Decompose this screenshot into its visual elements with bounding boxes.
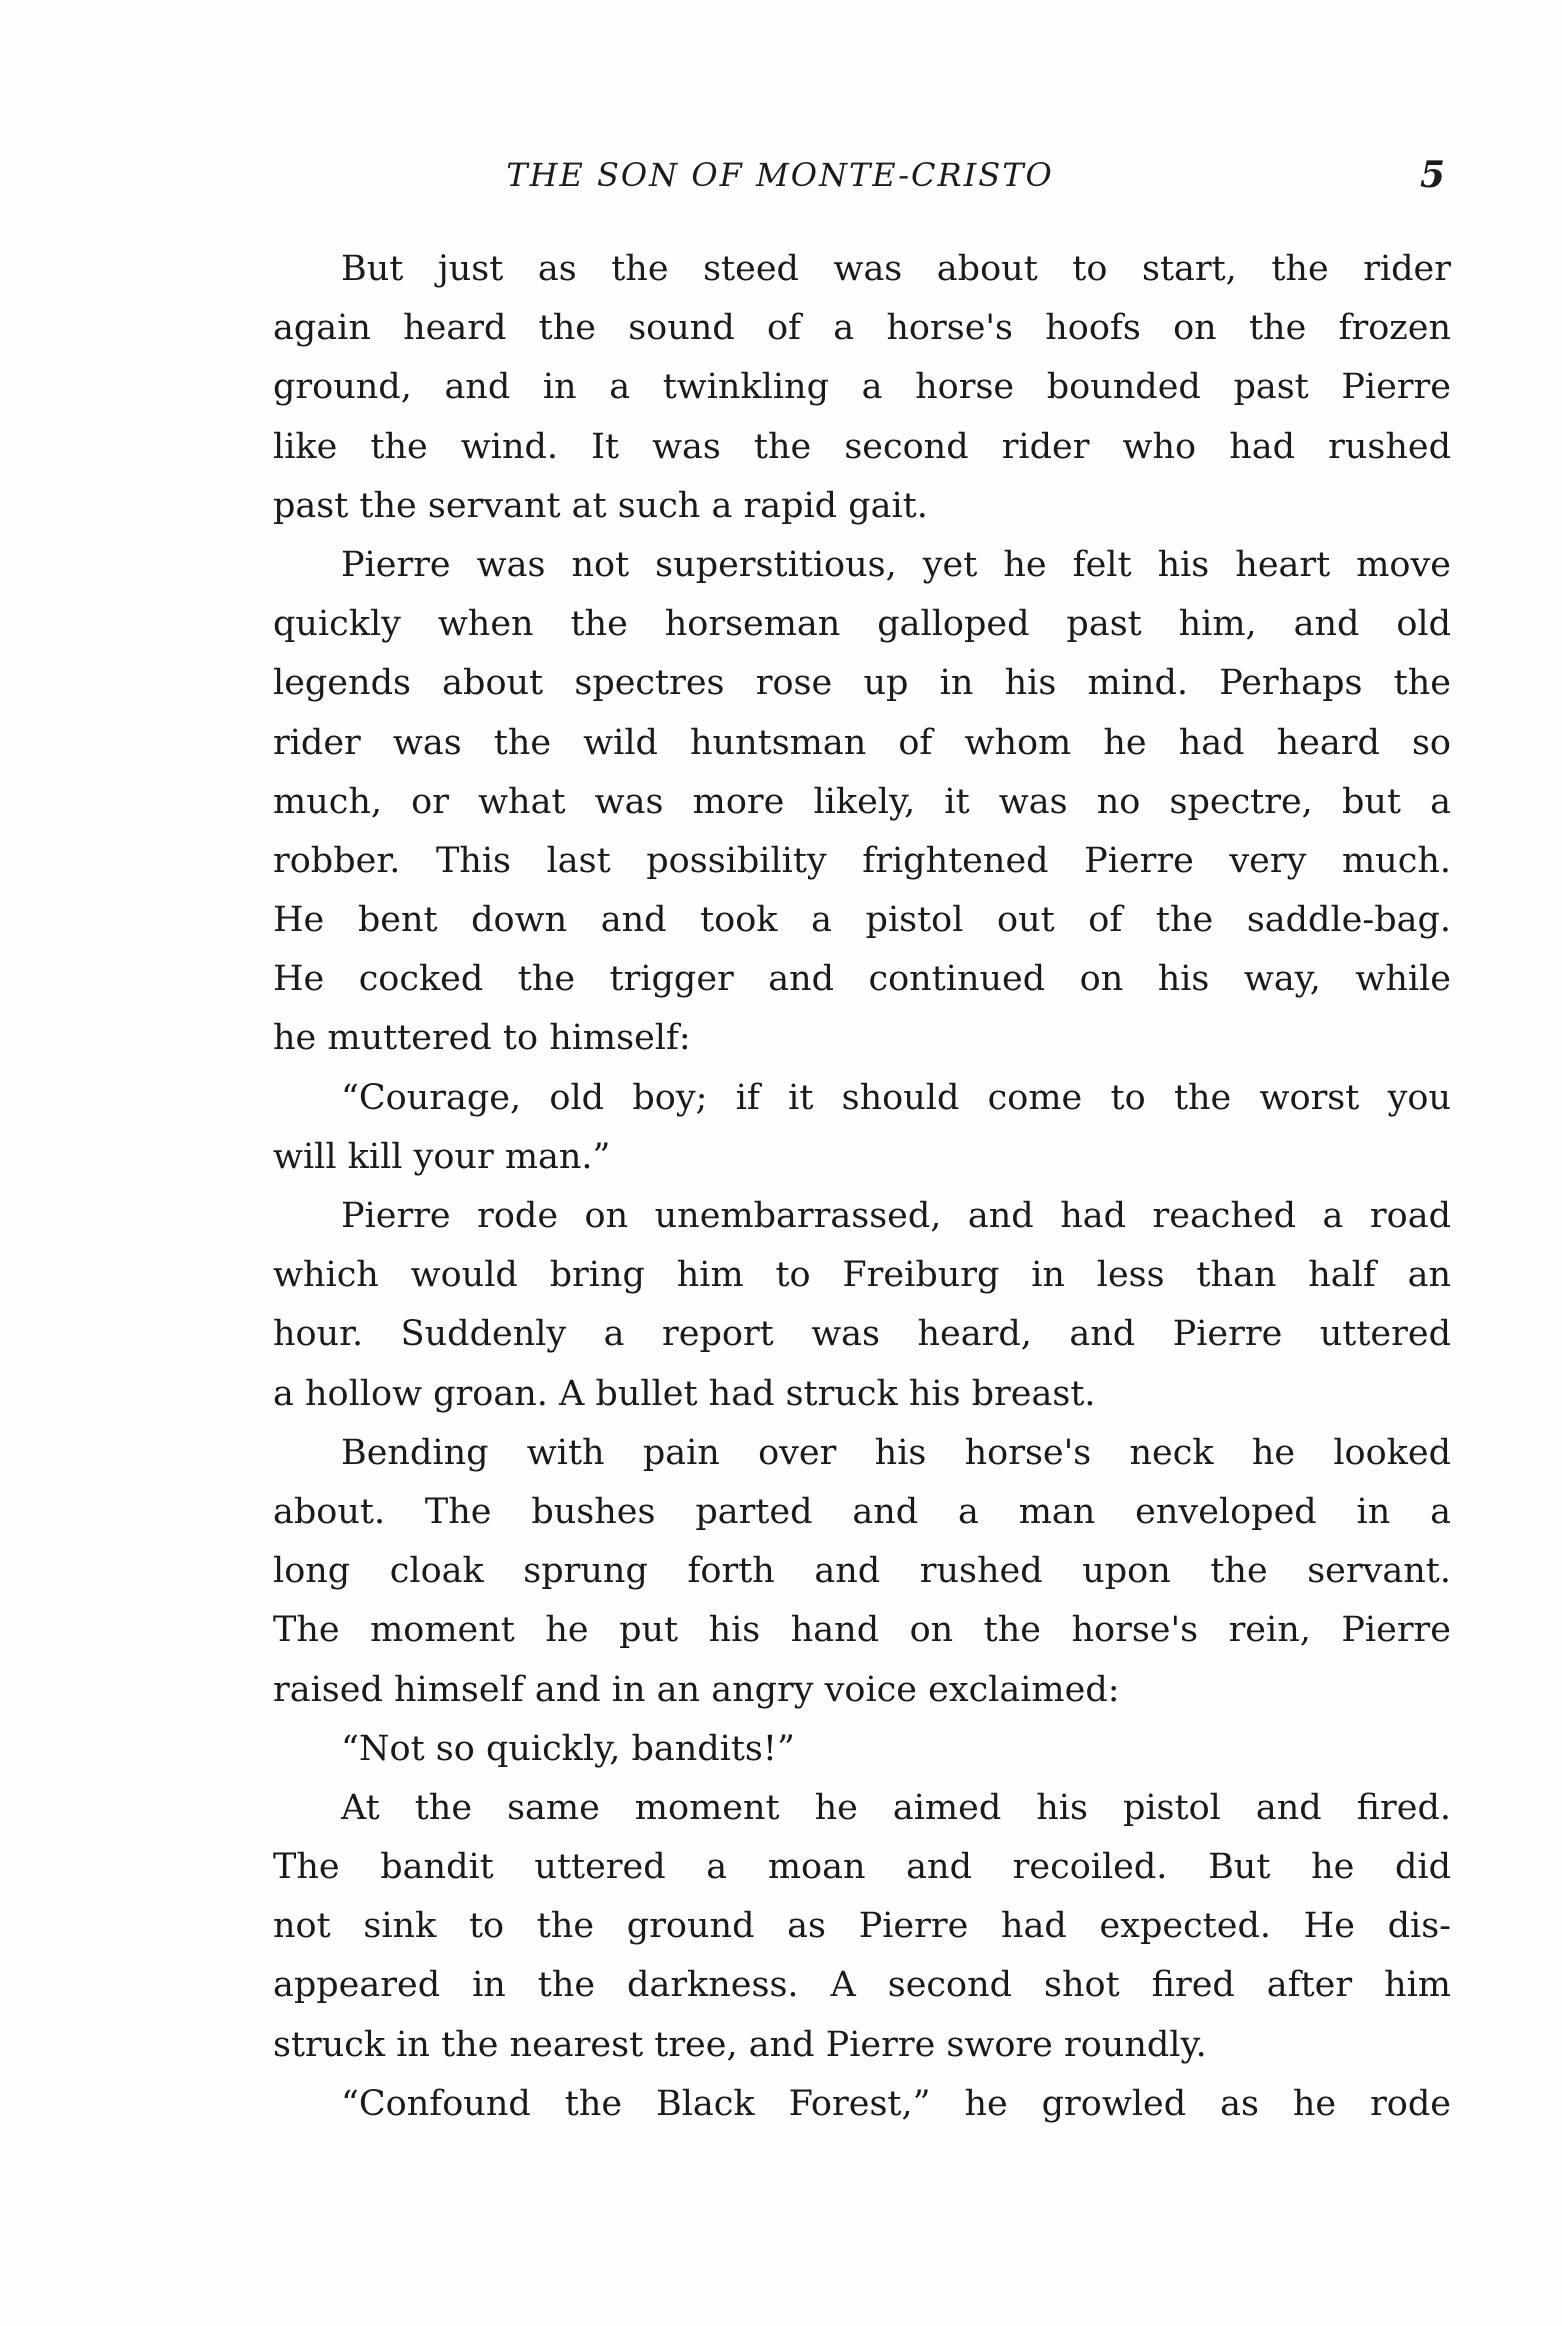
- text-line: he muttered to himself:: [273, 1018, 691, 1059]
- text-line: past the servant at such a rapid gait.: [273, 485, 928, 526]
- text-line: At the same moment he aimed his pistol and fired.: [341, 1787, 1451, 1828]
- text-line: like the wind. It was the second rider who had rushed: [273, 426, 1451, 467]
- text-line: The bandit uttered a moan and recoiled. But he did: [273, 1847, 1451, 1888]
- text-line: much, or what was more likely, it was no spectre, but a: [273, 781, 1451, 822]
- running-title: THE SON OF MONTE-CRISTO: [506, 156, 1054, 194]
- text-line: “Courage, old boy; if it should come to the worst you: [341, 1077, 1451, 1118]
- text-line: which would bring him to Freiburg in less than half an: [273, 1255, 1451, 1296]
- text-line: Pierre rode on unembarrassed, and had reached a road: [341, 1196, 1451, 1236]
- text-line: appeared in the darkness. A second shot fired after him: [273, 1965, 1451, 2006]
- text-line: ground, and in a twinkling a horse bounded past Pierre: [273, 367, 1451, 408]
- text-line: “Confound the Black Forest,” he growled as he rode: [341, 2083, 1451, 2124]
- text-line: rider was the wild huntsman of whom he had heard so: [273, 722, 1451, 763]
- text-line: hour. Suddenly a report was heard, and Pierre uttered: [273, 1314, 1451, 1355]
- text-line: a hollow groan. A bullet had struck his breast.: [273, 1373, 1096, 1414]
- text-line: about. The bushes parted and a man enveloped in a: [273, 1491, 1451, 1532]
- page-number: 5: [1419, 154, 1445, 196]
- text-line: legends about spectres rose up in his mind. Perhaps the: [273, 663, 1451, 704]
- text-line: long cloak sprung forth and rushed upon the servant.: [273, 1551, 1451, 1592]
- running-head: [0, 150, 1562, 200]
- text-line: He cocked the trigger and continued on his way, while: [273, 959, 1451, 1000]
- text-line: But just as the steed was about to start, the rider: [341, 249, 1451, 289]
- text-line: Bending with pain over his horse's neck he looked: [341, 1432, 1451, 1473]
- text-line: quickly when the horseman galloped past him, and old: [273, 604, 1451, 645]
- body-text: [273, 240, 1451, 2134]
- text-line: Pierre was not superstitious, yet he felt his heart move: [341, 544, 1451, 585]
- text-line: again heard the sound of a horse's hoofs on the frozen: [273, 308, 1451, 349]
- text-line: not sink to the ground as Pierre had expected. He dis-: [273, 1906, 1451, 1947]
- text-line: will kill your man.”: [273, 1136, 611, 1177]
- text-line: robber. This last possibility frightened Pierre very much.: [273, 840, 1451, 881]
- text-line: struck in the nearest tree, and Pierre swore roundly.: [273, 2024, 1207, 2065]
- text-line: “Not so quickly, bandits!”: [341, 1728, 795, 1769]
- text-line: He bent down and took a pistol out of the saddle-bag.: [273, 900, 1451, 941]
- text-line: The moment he put his hand on the horse's rein, Pierre: [273, 1610, 1451, 1651]
- text-line: raised himself and in an angry voice exclaimed:: [273, 1669, 1120, 1710]
